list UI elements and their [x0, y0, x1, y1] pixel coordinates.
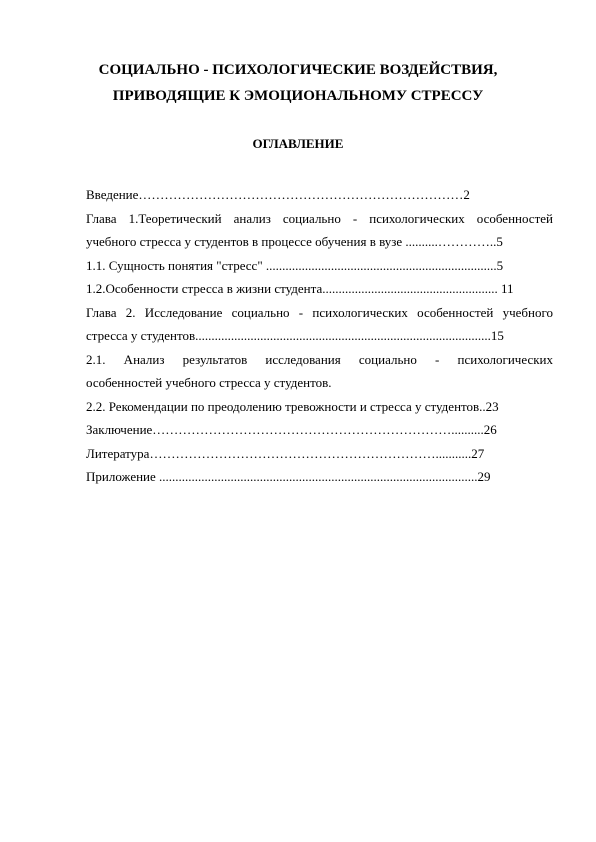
toc-entry-chapter-1-line-1: Глава 1.Теоретический анализ социально - психологических особенностей: [86, 210, 553, 226]
toc-entry-intro: Введение…………………………………………………………………2: [86, 187, 470, 202]
toc-entry-chapter-2-line-1: Глава 2. Исследование социально - психологических особенностей учебного: [86, 304, 553, 320]
toc-heading: ОГЛАВЛЕНИЕ: [252, 136, 344, 151]
toc-entry-section-2-1-line-2: особенностей учебного стресса у студентов.: [86, 375, 332, 390]
toc-entry-section-2-2: 2.2. Рекомендации по преодолению тревожности и стресса у студентов..23: [86, 398, 499, 414]
toc-entry-section-1-1: 1.1. Сущность понятия "стресс" .......................................................................5: [86, 257, 504, 273]
toc-entry-conclusion: Заключение……………………………………………………………..........26: [86, 422, 497, 437]
toc-entry-literature: Литература…………………………………………………………...........27: [86, 445, 485, 461]
table-of-contents: [86, 183, 553, 489]
toc-entry-chapter-1-line-2: учебного стресса у студентов в процессе обучения в вузе ..........…………..5: [86, 234, 503, 249]
toc-entry-section-2-1-line-1: 2.1. Анализ результатов исследования социально - психологических: [86, 351, 553, 367]
toc-entry-chapter-2-line-2: стресса у студентов...........................................................................................15: [86, 328, 504, 343]
document-title: [60, 57, 536, 109]
title-line-1: СОЦИАЛЬНО - ПСИХОЛОГИЧЕСКИЕ ВОЗДЕЙСТВИЯ,: [98, 62, 498, 78]
toc-entry-appendix: Приложение ..................................................................................................29: [86, 469, 491, 484]
title-line-2: ПРИВОДЯЩИЕ К ЭМОЦИОНАЛЬНОМУ СТРЕССУ: [112, 88, 484, 104]
toc-entry-section-1-2: 1.2.Особенности стресса в жизни студента...................................................... 11: [86, 281, 514, 296]
